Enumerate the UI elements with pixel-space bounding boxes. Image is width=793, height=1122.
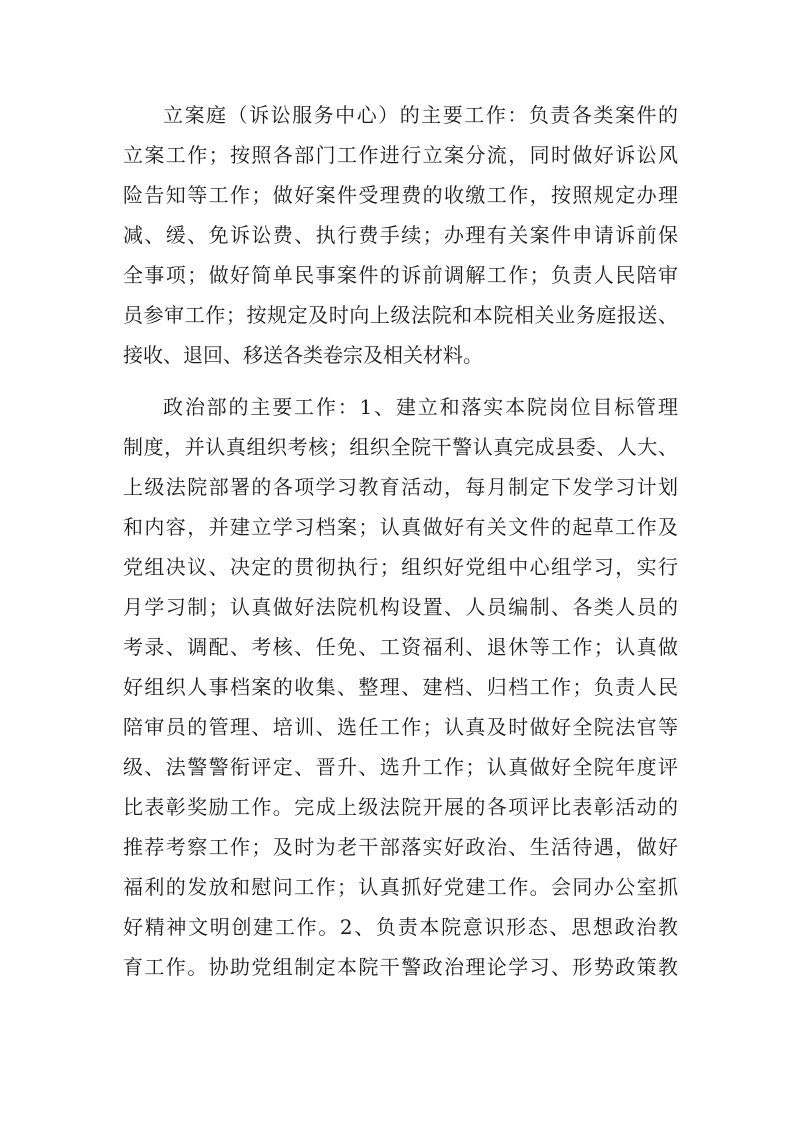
paragraph-2-line-10: 级、法警警衔评定、晋升、选升工作；认真做好全院年度评 (123, 755, 678, 779)
paragraph-2-line-11: 比表彰奖励工作。完成上级法院开展的各项评比表彰活动的 (123, 795, 678, 819)
paragraph-2-line-6: 月学习制；认真做好法院机构设置、人员编制、各类人员的 (123, 595, 678, 619)
paragraph-1-line-3: 险告知等工作；做好案件受理费的收缴工作，按照规定办理 (123, 183, 678, 207)
paragraph-1-line-2: 立案工作；按照各部门工作进行立案分流，同时做好诉讼风 (123, 143, 678, 167)
paragraph-2-line-15: 育工作。协助党组制定本院干警政治理论学习、形势政策教 (123, 955, 678, 979)
paragraph-2-line-4: 和内容，并建立学习档案；认真做好有关文件的起草工作及 (123, 515, 678, 539)
paragraph-2-line-14: 好精神文明创建工作。2、负责本院意识形态、思想政治教 (123, 915, 678, 939)
paragraph-2-line-5: 党组决议、决定的贯彻执行；组织好党组中心组学习，实行 (123, 555, 678, 579)
paragraph-2-line-13: 福利的发放和慰问工作；认真抓好党建工作。会同办公室抓 (123, 875, 678, 899)
paragraph-2-line-3: 上级法院部署的各项学习教育活动，每月制定下发学习计划 (123, 475, 678, 499)
document-body (123, 95, 678, 987)
paragraph-1-line-4: 减、缓、免诉讼费、执行费手续；办理有关案件申请诉前保 (123, 223, 678, 247)
paragraph-2-line-7: 考录、调配、考核、任免、工资福利、退休等工作；认真做 (123, 635, 678, 659)
paragraph-2-line-12: 推荐考察工作；及时为老干部落实好政治、生活待遇，做好 (123, 835, 678, 859)
paragraph-2-line-1: 政治部的主要工作：1、建立和落实本院岗位目标管理 (163, 395, 678, 419)
paragraph-2-line-2: 制度，并认真组织考核；组织全院干警认真完成县委、人大、 (123, 435, 678, 459)
paragraph-2-line-9: 陪审员的管理、培训、选任工作；认真及时做好全院法官等 (123, 715, 678, 739)
paragraph-2-line-8: 好组织人事档案的收集、整理、建档、归档工作；负责人民 (123, 675, 678, 699)
paragraph-gap (123, 375, 678, 387)
paragraph-1-line-5: 全事项；做好简单民事案件的诉前调解工作；负责人民陪审 (123, 263, 678, 287)
paragraph-1-line-7: 接收、退回、移送各类卷宗及相关材料。 (123, 343, 483, 367)
paragraph-1-line-1: 立案庭（诉讼服务中心）的主要工作：负责各类案件的 (163, 103, 678, 127)
paragraph-1-line-6: 员参审工作；按规定及时向上级法院和本院相关业务庭报送、 (123, 303, 678, 327)
